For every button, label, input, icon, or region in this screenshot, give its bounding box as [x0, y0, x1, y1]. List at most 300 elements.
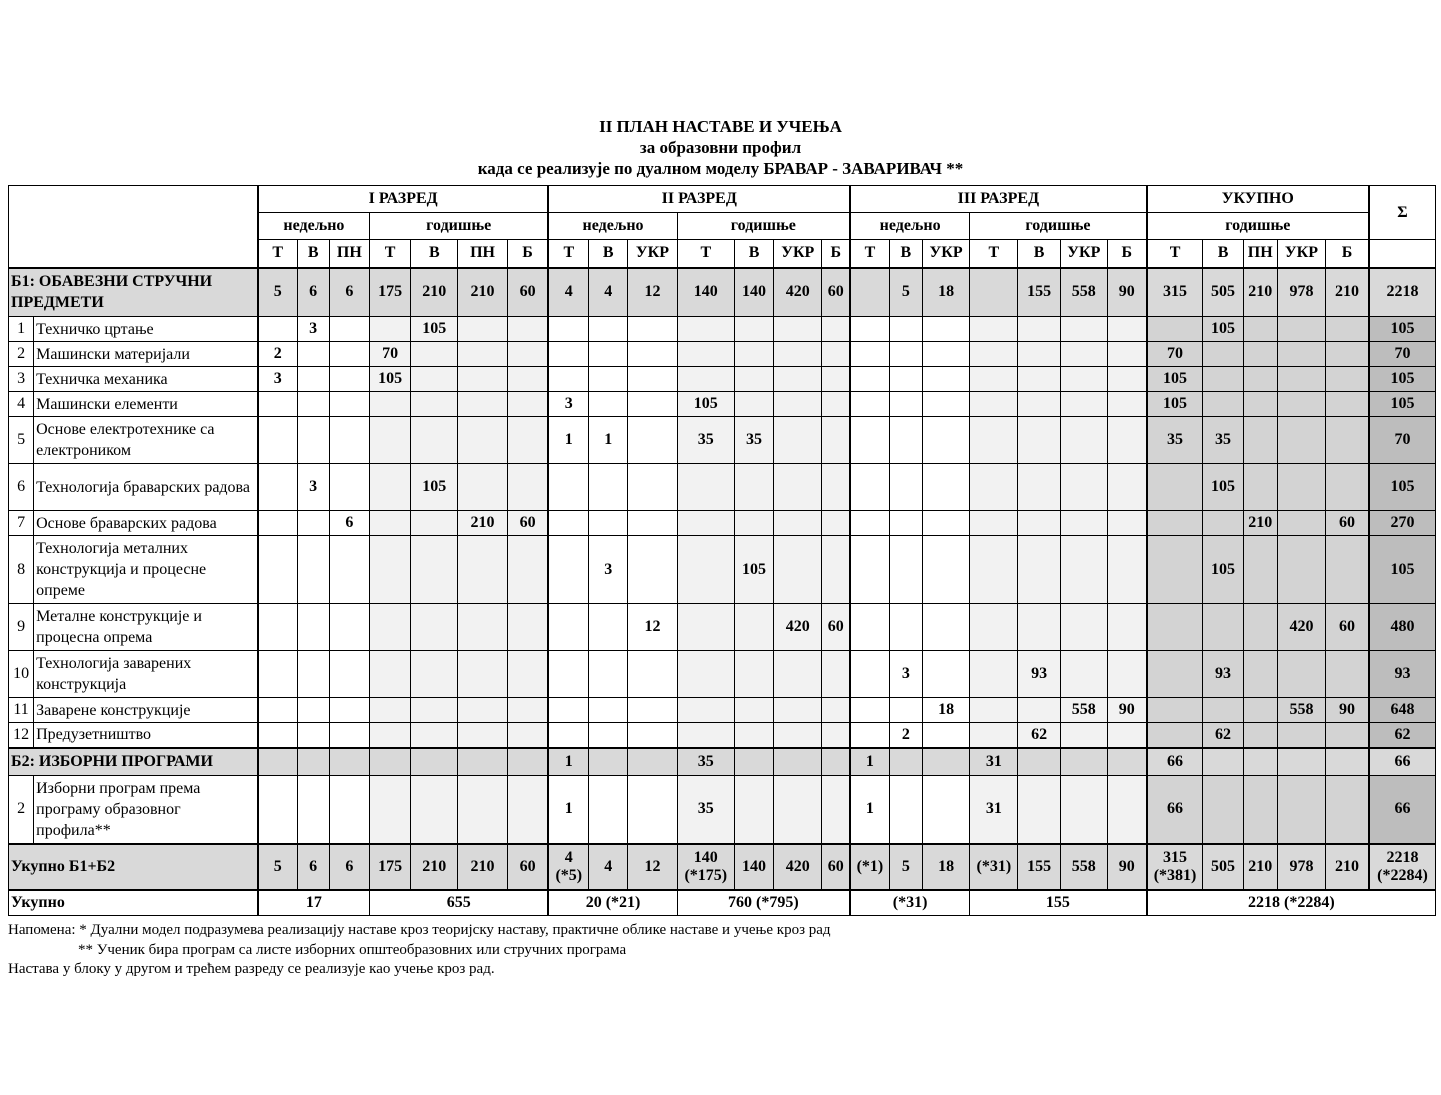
subject-row	[9, 317, 1436, 342]
table-cell	[1243, 367, 1277, 392]
table-cell	[822, 317, 850, 342]
table-cell	[369, 748, 410, 776]
table-cell	[258, 748, 297, 776]
table-cell	[628, 464, 677, 511]
total-label: Укупно Б1+Б2	[9, 844, 258, 890]
table-cell	[1018, 511, 1060, 536]
table-cell	[1203, 776, 1243, 844]
subject-row	[9, 417, 1436, 464]
table-cell	[297, 723, 329, 748]
table-cell	[889, 776, 922, 844]
table-cell	[1243, 698, 1277, 723]
table-cell: 105	[734, 536, 773, 604]
table-cell	[850, 392, 889, 417]
table-cell: 70	[1147, 342, 1203, 367]
table-cell	[1107, 536, 1146, 604]
subject-name: Машински материјали	[34, 342, 258, 367]
table-cell	[458, 417, 507, 464]
table-cell	[507, 367, 548, 392]
column-header: В	[411, 240, 458, 268]
table-cell	[628, 392, 677, 417]
column-header: В	[734, 240, 773, 268]
table-cell	[329, 464, 369, 511]
table-cell	[677, 342, 734, 367]
table-cell: 210	[1243, 844, 1277, 890]
table-cell: 1	[548, 417, 588, 464]
curriculum-table	[8, 185, 1436, 916]
table-cell: 105	[1369, 392, 1436, 417]
table-cell	[922, 367, 969, 392]
table-cell: 18	[922, 698, 969, 723]
subject-name: Изборни програм према програму образовног профила**	[34, 776, 258, 844]
table-cell	[970, 392, 1018, 417]
column-header: Б	[507, 240, 548, 268]
table-cell	[1243, 464, 1277, 511]
table-cell	[734, 464, 773, 511]
table-cell	[258, 651, 297, 698]
header-yearly: годишње	[1147, 213, 1369, 240]
table-cell	[1060, 604, 1107, 651]
table-cell: 5	[258, 844, 297, 890]
table-cell: 66	[1147, 776, 1203, 844]
table-cell	[258, 417, 297, 464]
table-cell	[297, 748, 329, 776]
table-cell: 12	[628, 844, 677, 890]
column-header	[1369, 240, 1436, 268]
table-cell: 1	[548, 776, 588, 844]
table-cell	[1018, 317, 1060, 342]
table-cell	[1277, 748, 1325, 776]
table-cell	[822, 392, 850, 417]
table-cell	[970, 536, 1018, 604]
table-cell	[970, 464, 1018, 511]
table-cell	[1326, 776, 1369, 844]
table-cell	[1326, 392, 1369, 417]
table-cell	[507, 392, 548, 417]
table-cell	[774, 651, 822, 698]
table-cell	[1060, 748, 1107, 776]
header-sigma: Σ	[1369, 186, 1436, 240]
table-cell	[822, 723, 850, 748]
table-cell	[589, 604, 628, 651]
table-cell	[329, 723, 369, 748]
table-cell	[507, 776, 548, 844]
table-cell	[507, 536, 548, 604]
table-cell	[889, 604, 922, 651]
header-yearly: годишње	[369, 213, 548, 240]
table-cell: 978	[1277, 268, 1325, 317]
section-row-b1	[9, 268, 1436, 317]
title-line-3: када се реализује по дуалном моделу БРАВАР - ЗАВАРИВАЧ **	[477, 159, 964, 178]
row-number: 6	[9, 464, 34, 511]
table-cell: 140 (*175)	[677, 844, 734, 890]
table-cell	[1018, 604, 1060, 651]
column-header: ПН	[458, 240, 507, 268]
table-cell: 90	[1326, 698, 1369, 723]
table-cell: 60	[822, 604, 850, 651]
row-number: 8	[9, 536, 34, 604]
table-cell	[822, 417, 850, 464]
table-cell	[1203, 342, 1243, 367]
table-cell	[970, 317, 1018, 342]
table-cell	[822, 698, 850, 723]
table-cell: 210	[1326, 268, 1369, 317]
table-cell	[458, 604, 507, 651]
subject-name: Техничко цртање	[34, 317, 258, 342]
subject-name: Технологија металних конструкција и процесне опреме	[34, 536, 258, 604]
table-cell: 270	[1369, 511, 1436, 536]
column-header: Т	[548, 240, 588, 268]
table-cell	[922, 464, 969, 511]
table-cell	[1277, 723, 1325, 748]
table-cell	[458, 317, 507, 342]
table-cell: 6	[297, 268, 329, 317]
table-cell: 5	[889, 844, 922, 890]
table-cell	[548, 367, 588, 392]
table-cell: 175	[369, 268, 410, 317]
table-cell	[677, 464, 734, 511]
table-cell	[1147, 511, 1203, 536]
table-cell: 210	[411, 268, 458, 317]
table-cell	[1243, 604, 1277, 651]
table-cell: 210	[458, 511, 507, 536]
table-cell	[458, 748, 507, 776]
table-cell: 210	[1243, 268, 1277, 317]
table-cell: 105	[1203, 317, 1243, 342]
table-cell	[548, 511, 588, 536]
table-cell	[1060, 342, 1107, 367]
table-cell	[369, 317, 410, 342]
table-cell: 105	[677, 392, 734, 417]
column-header: В	[589, 240, 628, 268]
row-number: 5	[9, 417, 34, 464]
table-cell	[589, 511, 628, 536]
table-cell	[1326, 536, 1369, 604]
table-cell	[411, 604, 458, 651]
table-cell	[889, 317, 922, 342]
total-cell: 20 (*21)	[548, 890, 677, 916]
table-cell	[458, 342, 507, 367]
column-header: УКР	[1060, 240, 1107, 268]
table-cell: 105	[1369, 464, 1436, 511]
table-cell	[548, 651, 588, 698]
table-cell	[1243, 317, 1277, 342]
table-cell	[1203, 698, 1243, 723]
table-cell	[1326, 748, 1369, 776]
table-cell: 35	[677, 748, 734, 776]
table-cell	[774, 317, 822, 342]
table-cell	[1147, 317, 1203, 342]
table-cell: 6	[329, 511, 369, 536]
table-cell	[1107, 723, 1146, 748]
table-cell	[1107, 651, 1146, 698]
column-header: В	[297, 240, 329, 268]
table-cell	[1060, 723, 1107, 748]
table-cell	[1107, 417, 1146, 464]
table-cell	[369, 392, 410, 417]
table-cell	[628, 317, 677, 342]
table-cell	[548, 317, 588, 342]
row-number: 11	[9, 698, 34, 723]
table-cell	[850, 698, 889, 723]
table-cell: 558	[1060, 268, 1107, 317]
table-cell: 6	[329, 268, 369, 317]
row-number: 7	[9, 511, 34, 536]
subject-name: Техничка механика	[34, 367, 258, 392]
table-cell	[1060, 317, 1107, 342]
table-cell	[970, 604, 1018, 651]
table-cell	[297, 417, 329, 464]
table-cell	[970, 342, 1018, 367]
table-cell	[258, 698, 297, 723]
table-cell: 210	[1326, 844, 1369, 890]
table-cell: 70	[1369, 417, 1436, 464]
table-cell	[1060, 392, 1107, 417]
table-cell	[850, 268, 889, 317]
table-cell	[258, 317, 297, 342]
table-cell	[1018, 342, 1060, 367]
table-cell	[734, 317, 773, 342]
table-cell	[297, 698, 329, 723]
table-cell	[411, 417, 458, 464]
header-year-1: I РАЗРЕД	[258, 186, 549, 213]
table-cell: 60	[1326, 604, 1369, 651]
table-cell	[329, 776, 369, 844]
subject-row	[9, 464, 1436, 511]
table-cell	[734, 651, 773, 698]
title-line-1: II ПЛАН НАСТАВЕ И УЧЕЊА	[599, 117, 842, 136]
table-cell	[628, 698, 677, 723]
table-cell	[1203, 511, 1243, 536]
table-cell: 420	[774, 844, 822, 890]
table-cell	[1277, 651, 1325, 698]
table-cell	[734, 511, 773, 536]
table-cell	[329, 698, 369, 723]
table-cell	[329, 392, 369, 417]
subject-name: Технологија заварених конструкција	[34, 651, 258, 698]
table-cell: 90	[1107, 268, 1146, 317]
table-cell	[1243, 392, 1277, 417]
table-cell	[774, 342, 822, 367]
table-cell: (*31)	[970, 844, 1018, 890]
table-cell	[677, 536, 734, 604]
table-cell: 5	[889, 268, 922, 317]
table-cell	[369, 536, 410, 604]
table-cell	[369, 511, 410, 536]
table-cell	[889, 511, 922, 536]
table-cell	[1060, 651, 1107, 698]
table-cell	[1326, 651, 1369, 698]
row-number: 10	[9, 651, 34, 698]
table-cell: 62	[1369, 723, 1436, 748]
table-cell	[1060, 464, 1107, 511]
table-cell	[970, 651, 1018, 698]
table-cell	[458, 464, 507, 511]
subject-name: Основе електротехнике са електроником	[34, 417, 258, 464]
header-weekly: недељно	[850, 213, 970, 240]
table-cell	[1243, 342, 1277, 367]
table-cell	[850, 511, 889, 536]
table-cell	[329, 536, 369, 604]
column-header: В	[1203, 240, 1243, 268]
table-cell	[507, 604, 548, 651]
table-cell	[677, 698, 734, 723]
table-cell	[889, 748, 922, 776]
row-number: 9	[9, 604, 34, 651]
table-cell	[970, 698, 1018, 723]
table-cell	[1277, 511, 1325, 536]
table-cell	[411, 748, 458, 776]
table-cell: 60	[507, 511, 548, 536]
table-cell: 6	[329, 844, 369, 890]
table-cell	[822, 367, 850, 392]
table-cell: 3	[589, 536, 628, 604]
column-header: Б	[822, 240, 850, 268]
row-number: 2	[9, 342, 34, 367]
total-cell: 17	[258, 890, 370, 916]
table-cell	[1107, 367, 1146, 392]
table-cell	[258, 511, 297, 536]
column-header: ПН	[329, 240, 369, 268]
table-cell: 420	[774, 268, 822, 317]
table-cell	[850, 651, 889, 698]
table-cell: 480	[1369, 604, 1436, 651]
table-cell	[734, 367, 773, 392]
table-cell: 558	[1277, 698, 1325, 723]
table-cell	[297, 536, 329, 604]
table-cell	[458, 698, 507, 723]
table-cell	[628, 511, 677, 536]
total-b1b2-row	[9, 844, 1436, 890]
subject-row	[9, 536, 1436, 604]
table-cell: 210	[458, 268, 507, 317]
table-cell: 2	[258, 342, 297, 367]
table-cell	[822, 536, 850, 604]
table-cell	[677, 723, 734, 748]
total-cell: 760 (*795)	[677, 890, 850, 916]
header-row-years	[9, 186, 1436, 213]
table-cell	[369, 723, 410, 748]
table-cell	[774, 748, 822, 776]
table-cell	[458, 536, 507, 604]
table-cell	[297, 511, 329, 536]
table-cell	[1107, 464, 1146, 511]
table-cell	[589, 698, 628, 723]
table-cell	[922, 604, 969, 651]
table-cell	[369, 604, 410, 651]
total-cell: 2218 (*2284)	[1147, 890, 1436, 916]
table-cell	[411, 698, 458, 723]
table-cell	[1107, 748, 1146, 776]
table-cell: 60	[822, 268, 850, 317]
table-cell: 105	[1369, 536, 1436, 604]
table-cell	[1277, 776, 1325, 844]
table-cell: 4	[589, 844, 628, 890]
table-cell: 3	[258, 367, 297, 392]
table-cell	[734, 392, 773, 417]
table-cell	[889, 536, 922, 604]
row-number: 1	[9, 317, 34, 342]
subject-name: Предузетништво	[34, 723, 258, 748]
subject-row	[9, 367, 1436, 392]
table-cell	[922, 536, 969, 604]
document-title	[0, 116, 1441, 179]
table-cell	[1018, 776, 1060, 844]
table-cell: 2218 (*2284)	[1369, 844, 1436, 890]
table-cell	[734, 723, 773, 748]
subject-row	[9, 698, 1436, 723]
table-cell	[548, 342, 588, 367]
column-header: Т	[258, 240, 297, 268]
subject-name: Технологија браварских радова	[34, 464, 258, 511]
table-cell	[297, 651, 329, 698]
table-cell	[1277, 342, 1325, 367]
table-cell	[369, 776, 410, 844]
table-cell	[628, 367, 677, 392]
table-cell: 105	[1369, 317, 1436, 342]
table-cell	[1147, 604, 1203, 651]
table-cell	[507, 651, 548, 698]
table-cell	[329, 604, 369, 651]
table-cell	[589, 748, 628, 776]
table-cell	[1018, 698, 1060, 723]
table-cell: 66	[1147, 748, 1203, 776]
column-header: УКР	[1277, 240, 1325, 268]
table-cell	[1107, 392, 1146, 417]
note-3: Настава у блоку у другом и трећем разреду се реализује као учење кроз рад.	[8, 961, 495, 977]
table-cell: 105	[411, 464, 458, 511]
table-cell: 35	[677, 417, 734, 464]
table-cell: 1	[850, 748, 889, 776]
table-cell: 105	[369, 367, 410, 392]
subject-row	[9, 342, 1436, 367]
table-cell	[850, 317, 889, 342]
table-cell: 12	[628, 604, 677, 651]
table-cell: 155	[1018, 268, 1060, 317]
note-2: ** Ученик бира програм са листе изборних општеобразовних или стручних програма	[78, 941, 627, 958]
table-cell	[411, 723, 458, 748]
column-header: УКР	[774, 240, 822, 268]
table-cell	[507, 748, 548, 776]
table-cell	[774, 511, 822, 536]
table-cell: 1	[589, 417, 628, 464]
table-cell	[458, 367, 507, 392]
table-cell: 6	[297, 844, 329, 890]
header-blank	[9, 186, 258, 268]
table-cell: 175	[369, 844, 410, 890]
table-cell	[889, 417, 922, 464]
table-cell	[970, 268, 1018, 317]
table-cell	[1060, 536, 1107, 604]
subject-row	[9, 511, 1436, 536]
table-cell: 155	[1018, 844, 1060, 890]
table-cell	[548, 723, 588, 748]
table-cell	[1277, 417, 1325, 464]
table-cell	[889, 392, 922, 417]
table-cell: 60	[822, 844, 850, 890]
subject-row	[9, 392, 1436, 417]
table-cell: 315	[1147, 268, 1203, 317]
row-number: 2	[9, 776, 34, 844]
header-year-3: III РАЗРЕД	[850, 186, 1147, 213]
table-cell	[1326, 464, 1369, 511]
table-cell	[1018, 464, 1060, 511]
table-cell	[329, 651, 369, 698]
table-cell	[922, 317, 969, 342]
table-cell	[411, 536, 458, 604]
table-cell: 978	[1277, 844, 1325, 890]
table-cell	[922, 392, 969, 417]
